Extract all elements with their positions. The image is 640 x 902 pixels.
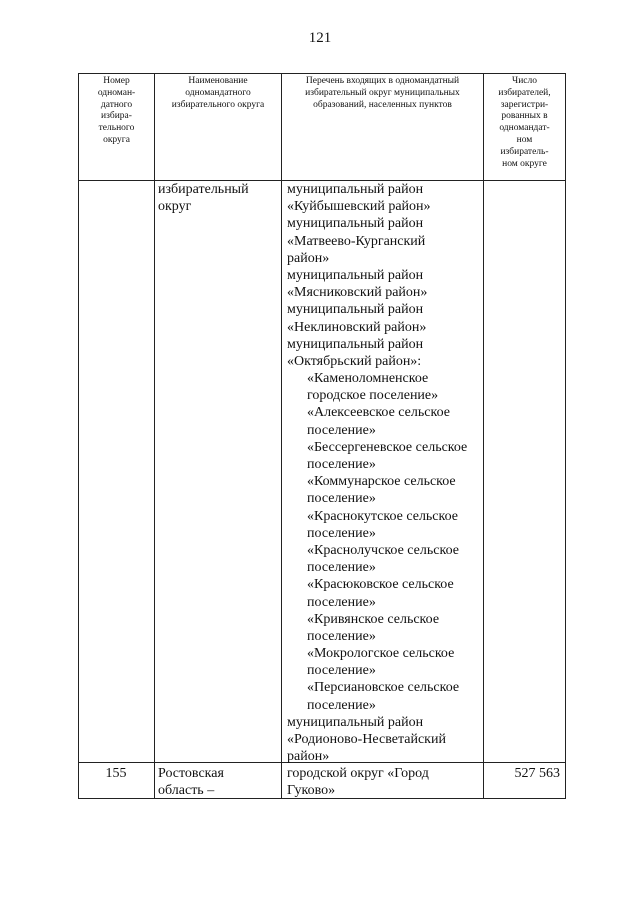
municipality-line: «Октябрьский район»: — [287, 353, 422, 369]
settlement-line: поселение» — [307, 594, 376, 610]
column-line — [154, 73, 155, 799]
header-voter-count: Число избирателей, зарегистри- рованных в одномандат- ном избиратель- ном округе — [498, 76, 551, 169]
district-name — [158, 765, 224, 799]
municipality-line: муниципальный район — [287, 336, 424, 352]
municipality-line: «Куйбышевский район» — [287, 199, 431, 215]
header-municipalities: Перечень входящих в одномандатный избирательный округ муниципальных образований, населенных пунктов — [305, 76, 460, 110]
settlement-line: поселение» — [307, 628, 376, 644]
municipality-line: «Матвеево-Курганский — [287, 233, 426, 249]
district-name-line: область – — [158, 783, 215, 799]
municipality-line: муниципальный район — [287, 182, 424, 197]
settlement-line: городское поселение» — [307, 388, 439, 404]
settlement-line: «Кривянское сельское — [307, 611, 440, 627]
settlement-line: «Каменоломненское — [307, 371, 429, 387]
settlement-line: «Мокрологское сельское — [307, 646, 455, 662]
municipality-line: район» — [287, 250, 330, 266]
district-number: 155 — [105, 766, 127, 781]
header-district-name: Наименование одномандатного избирательного округа — [171, 76, 265, 110]
column-line — [78, 73, 79, 799]
settlement-line: «Коммунарское сельское — [307, 474, 456, 490]
district-name-continued — [158, 181, 249, 215]
header-district-number: Номер одноман- датного избира- тельного округа — [97, 76, 136, 145]
district-name-line: Ростовская — [158, 766, 224, 781]
municipality-line: муниципальный район — [287, 302, 424, 318]
municipality-line: муниципальный район — [287, 267, 424, 283]
municipality-line: район» — [287, 749, 330, 765]
column-line — [281, 73, 282, 799]
settlement-line: «Краснолучское сельское — [307, 542, 459, 558]
page-number: 121 — [308, 30, 332, 46]
settlement-line: поселение» — [307, 663, 376, 679]
voter-count: 527 563 — [514, 766, 560, 781]
districts-table — [78, 73, 566, 799]
municipality-line: муниципальный район — [287, 216, 424, 232]
column-line — [483, 73, 484, 799]
settlement-line: «Краснокутское сельское — [307, 508, 458, 524]
district-municipalities — [287, 765, 429, 799]
municipality-line: городской округ «Город — [287, 766, 429, 781]
settlement-line: поселение» — [307, 422, 376, 438]
column-line — [565, 73, 566, 799]
settlement-line: «Красюковское сельское — [307, 577, 454, 593]
settlement-line: поселение» — [307, 525, 376, 541]
district-name-line: округ — [158, 199, 192, 215]
settlement-line: «Бессергеневское сельское — [307, 439, 468, 455]
settlement-line: поселение» — [307, 697, 376, 713]
municipality-line: «Родионово-Несветайский — [287, 732, 446, 747]
municipality-line: муниципальный район — [287, 714, 424, 730]
settlement-line: поселение» — [307, 560, 376, 576]
table-top-border — [78, 73, 566, 74]
municipality-line: Гуково» — [287, 783, 336, 799]
settlement-line: поселение» — [307, 491, 376, 507]
settlement-line: «Персиановское сельское — [307, 680, 460, 696]
district-name-line: избирательный — [158, 182, 249, 197]
municipality-list — [287, 181, 467, 765]
settlement-line: поселение» — [307, 457, 376, 472]
settlement-line: «Алексеевское сельское — [307, 405, 450, 421]
municipality-line: «Мясниковский район» — [287, 285, 428, 301]
municipality-line: «Неклиновский район» — [287, 319, 427, 335]
